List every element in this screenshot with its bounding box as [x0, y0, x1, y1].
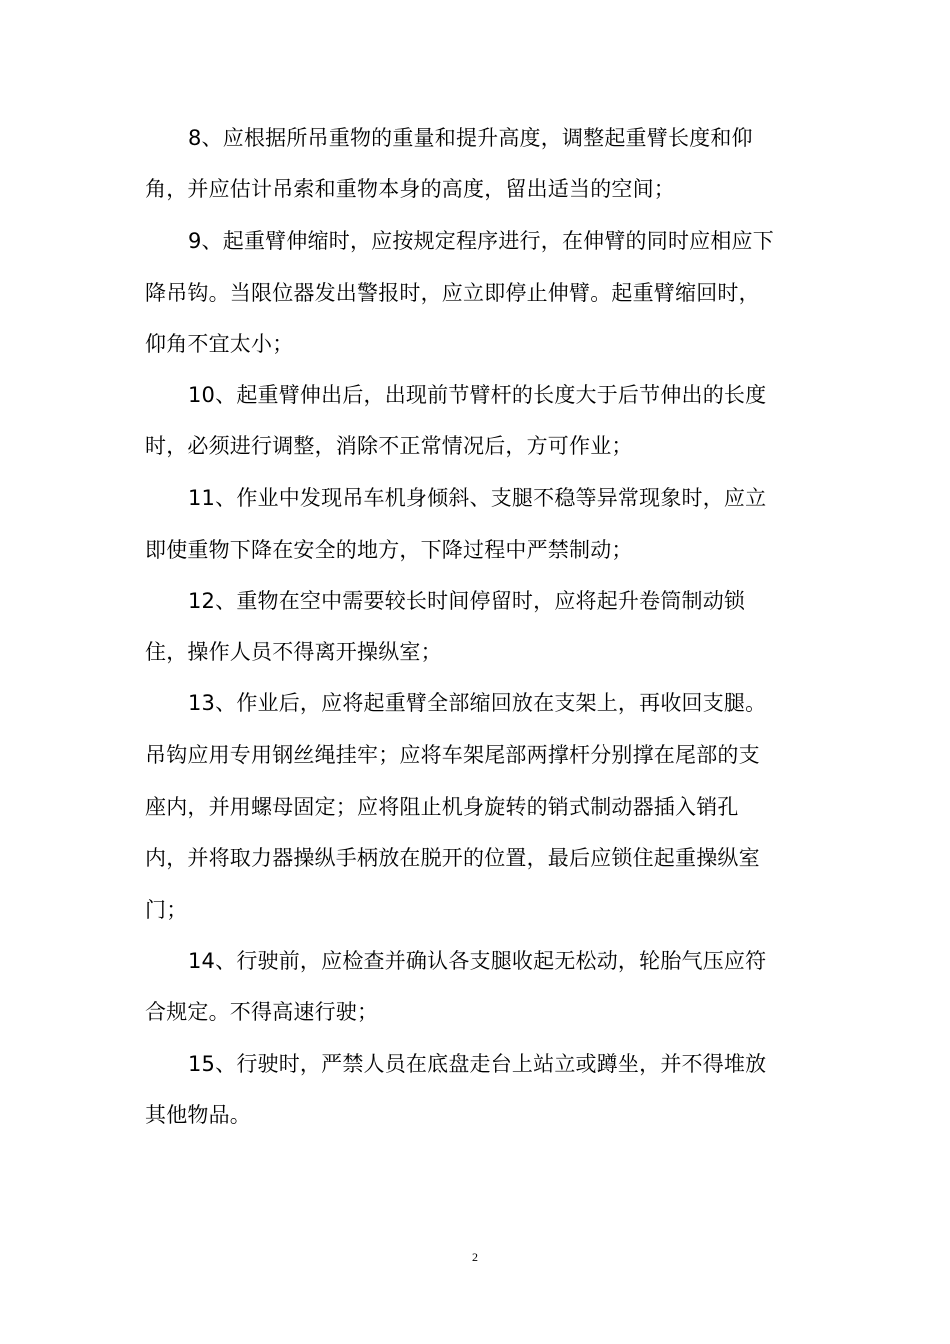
item-8-line-2: 角，并应估计吊索和重物本身的高度，留出适当的空间；	[145, 177, 675, 201]
item-15-line-1: 15、行驶时，严禁人员在底盘走台上站立或蹲坐，并不得堆放	[188, 1052, 767, 1076]
item-13-line-1: 13、作业后，应将起重臂全部缩回放在支架上，再收回支腿。	[188, 691, 767, 715]
item-12-line-1: 12、重物在空中需要较长时间停留时，应将起升卷筒制动锁	[188, 589, 746, 613]
item-10-line-1: 10、起重臂伸出后，出现前节臂杆的长度大于后节伸出的长度	[188, 383, 767, 407]
item-9-line-1: 9、起重臂伸缩时，应按规定程序进行，在伸臂的同时应相应下	[188, 229, 774, 253]
item-12-line-2: 住，操作人员不得离开操纵室；	[145, 640, 442, 664]
item-14-line-1: 14、行驶前，应检查并确认各支腿收起无松动，轮胎气压应符	[188, 949, 767, 973]
page-number: 2	[472, 1250, 478, 1264]
item-8-line-1: 8、应根据所吊重物的重量和提升高度，调整起重臂长度和仰	[188, 126, 753, 150]
item-13-line-4: 内，并将取力器操纵手柄放在脱开的位置，最后应锁住起重操纵室	[145, 846, 760, 870]
item-15-line-2: 其他物品。	[145, 1103, 251, 1127]
item-11-line-2: 即使重物下降在安全的地方，下降过程中严禁制动；	[145, 538, 633, 562]
item-13-line-2: 吊钩应用专用钢丝绳挂牢；应将车架尾部两撑杆分别撑在尾部的支	[145, 743, 760, 767]
item-9-line-3: 仰角不宜太小；	[145, 332, 294, 356]
item-11-line-1: 11、作业中发现吊车机身倾斜、支腿不稳等异常现象时，应立	[188, 486, 767, 510]
item-14-line-2: 合规定。不得高速行驶；	[145, 1000, 379, 1024]
item-13-line-5: 门；	[145, 898, 188, 922]
item-10-line-2: 时，必须进行调整，消除不正常情况后，方可作业；	[145, 434, 633, 458]
item-13-line-3: 座内，并用螺母固定；应将阻止机身旋转的销式制动器插入销孔	[145, 795, 739, 819]
item-9-line-2: 降吊钩。当限位器发出警报时，应立即停止伸臂。起重臂缩回时，	[145, 281, 760, 305]
